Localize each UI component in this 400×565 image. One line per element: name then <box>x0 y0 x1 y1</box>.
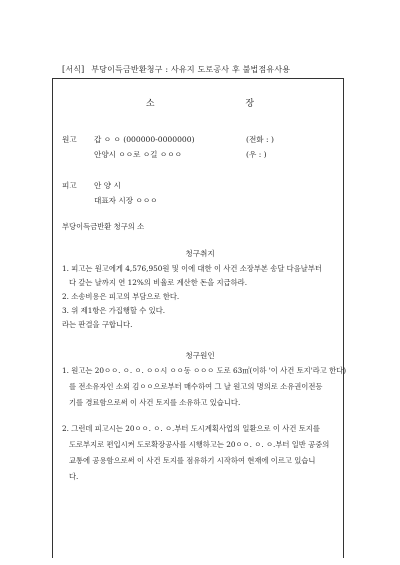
case-name: 부당이득금반환 청구의 소 <box>62 222 145 231</box>
claim-cause-heading: 청구원인 <box>185 351 215 360</box>
defendant-representative: 대표자 시장 ㅇㅇㅇ <box>94 196 158 205</box>
form-header <box>62 64 290 75</box>
plaintiff-address: 안양시 ㅇㅇ로 ㅇ길 ㅇㅇㅇ <box>94 150 182 159</box>
claim-purpose-line: 3. 위 제1항은 가집행할 수 있다. <box>62 306 166 315</box>
defendant-block <box>62 180 342 210</box>
claim-cause-line: 기를 경료함으로써 이 사건 토지를 소유하고 있습니다. <box>62 398 241 407</box>
claim-purpose-line: 1. 피고는 원고에게 4,576,950원 및 이에 대한 이 사건 소장부본 송달 다음날부터 <box>62 264 322 273</box>
claim-cause-line: 도로부지로 편입시켜 도로확장공사를 시행하고는 20ㅇㅇ. ㅇ. ㅇ.부터 일반 공중의 <box>62 440 330 449</box>
claim-cause-line: 2. 그런데 피고시는 20ㅇㅇ. ㅇ. ㅇ.부터 도시계획사업의 일환으로 이 사건 토지를 <box>62 424 320 433</box>
form-label: [서식] <box>62 65 85 74</box>
claim-cause-line: 다. <box>62 472 79 481</box>
claim-purpose-line: 2. 소송비용은 피고의 부담으로 한다. <box>62 292 180 301</box>
plaintiff-zip: (우 : ) <box>246 150 267 159</box>
claim-cause-line: 교통에 공용함으로써 이 사건 토지를 점유하기 시작하여 현재에 이르고 있습니 <box>62 456 316 465</box>
defendant-name: 안 양 시 <box>94 181 121 190</box>
plaintiff-name: 갑 ㅇ ㅇ (000000-0000000) <box>94 135 195 144</box>
form-subject: 부당이득금반환청구 : 사유지 도로공사 후 불법점유사용 <box>91 65 291 74</box>
claim-cause-line: 1. 원고는 20ㅇㅇ. ㅇ. ㅇ. ㅇㅇ시 ㅇㅇ동 ㅇㅇㅇ 도로 63㎡(이하 '이 사건 토지'라고 한다) <box>62 366 347 375</box>
claim-purpose-line: 다 갚는 날까지 연 12%의 비율로 계산한 돈을 지급하라. <box>62 278 248 287</box>
document-title: 소 장 <box>145 99 299 109</box>
claim-cause-line: 를 전소유자인 소외 김ㅇㅇ으로부터 매수하여 그 날 원고의 명의로 소유권이전등 <box>62 382 323 391</box>
claim-purpose-line: 라는 판결을 구합니다. <box>62 320 133 329</box>
defendant-role: 피고 <box>62 181 77 190</box>
claim-purpose-heading: 청구취지 <box>185 249 215 258</box>
plaintiff-block <box>62 134 342 164</box>
plaintiff-phone: (전화 : ) <box>246 135 274 144</box>
plaintiff-role: 원고 <box>62 135 77 144</box>
